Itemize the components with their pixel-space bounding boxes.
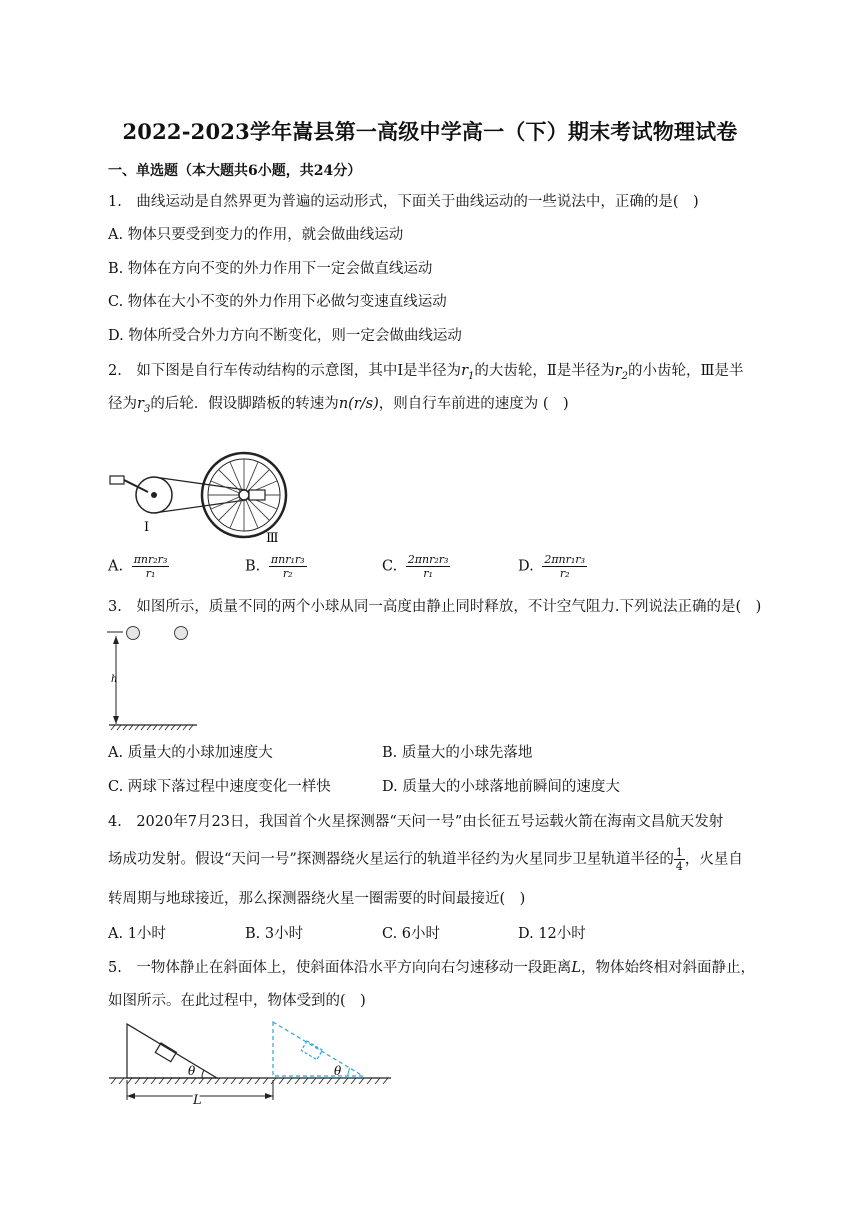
q1-option-c: C. 物体在大小不变的外力作用下必做匀变速直线运动 <box>108 294 447 310</box>
q3-option-c: C. 两球下落过程中速度变化一样快 <box>108 779 331 795</box>
q4-option-d: D. 12小时 <box>518 926 586 942</box>
bicycle-drive-figure <box>106 450 306 545</box>
q2-stem-part: 的大齿轮，Ⅱ是半径为 <box>474 363 615 379</box>
q3-option-d: D. 质量大的小球落地前瞬间的速度大 <box>382 779 620 795</box>
q4-stem-line2 <box>108 846 743 873</box>
q3-stem: 3. 如图所示，质量不同的两个小球从同一高度由静止同时释放，不计空气阻力.下列说法正确的是( ) <box>108 599 762 615</box>
q4-stem-line3: 转周期与地球接近，那么探测器绕火星一圈需要的时间最接近( ) <box>108 891 526 907</box>
q5-stem-line1 <box>108 958 755 978</box>
q4-option-c: C. 6小时 <box>382 926 441 942</box>
q1-option-d: D. 物体所受合外力方向不断变化，则一定会做曲线运动 <box>108 328 462 344</box>
q2-option-c: C. $\frac{\text{2πnr₂r₃}}{\text{r₁}}$ <box>382 553 449 580</box>
r1-symbol: $r_1$ <box>461 363 475 382</box>
q5-stem-part: ，物体始终相对斜面静止， <box>580 960 755 976</box>
q1-stem: 1. 曲线运动是自然界更为普遍的运动形式，下面关于曲线运动的一些说法中，正确的是( ) <box>108 194 699 210</box>
height-label: h <box>111 674 118 685</box>
q3-option-b: B. 质量大的小球先落地 <box>382 745 533 761</box>
q2-stem-part: 2. 如下图是自行车传动结构的示意图，其中Ⅰ是半径为 <box>108 363 462 379</box>
angle-label-solid: θ <box>188 1064 196 1078</box>
q2-option-d: D. $\frac{\text{2πnr₁r₃}}{\text{r₂}}$ <box>518 553 585 580</box>
q4-stem-line1: 4. 2020年7月23日，我国首个火星探测器“天问一号”由长征五号运载火箭在海南文昌航天发射 <box>108 814 724 830</box>
wheel-label-3: Ⅲ <box>266 531 279 545</box>
q2-option-b: B. $\frac{\text{πnr₁r₃}}{\text{r₂}}$ <box>245 553 305 580</box>
falling-balls-figure <box>105 622 200 732</box>
q1-option-b: B. 物体在方向不变的外力作用下一定会做直线运动 <box>108 261 433 277</box>
angle-label-dashed: θ <box>334 1064 342 1078</box>
incline-figure <box>105 1018 395 1108</box>
q4-option-b: B. 3小时 <box>245 926 304 942</box>
speed-expression: n(r/s) <box>338 396 379 412</box>
q2-stem-part: 的后轮．假设脚踏板的转速为 <box>150 396 339 412</box>
q5-stem-part: 5. 一物体静止在斜面体上，使斜面体沿水平方向向右匀速移动一段距离 <box>108 960 572 976</box>
q1-option-a: A. 物体只要受到变力的作用，就会做曲线运动 <box>108 227 404 243</box>
q2-stem-part: 径为 <box>108 396 137 412</box>
q5-stem-line2: 如图所示。在此过程中，物体受到的( ) <box>108 993 366 1009</box>
r2-symbol: $r_2$ <box>614 363 629 382</box>
q4-stem-part: ，火星自 <box>684 851 743 868</box>
q2-stem-part: 的小齿轮，Ⅲ是半 <box>628 363 744 379</box>
gear-label-1: Ⅰ <box>144 520 150 535</box>
q2-stem-line1 <box>108 361 744 387</box>
q3-option-a: A. 质量大的小球加速度大 <box>108 745 273 761</box>
page-title: 2022-2023学年嵩县第一高级中学高一（下）期末考试物理试卷 <box>122 119 738 144</box>
one-quarter-fraction: $\frac{1}{4}$ <box>675 846 683 873</box>
distance-symbol: L <box>571 960 581 976</box>
q4-stem-part: 场成功发射。假设“天问一号”探测器绕火星运行的轨道半径约为火星同步卫星轨道半径的 <box>108 851 674 868</box>
q2-stem-part: ，则自行车前进的速度为 ( ) <box>378 396 569 412</box>
r3-symbol: $r_3$ <box>137 396 151 415</box>
distance-label: L <box>193 1093 202 1108</box>
section-heading: 一、单选题（本大题共6小题，共24分） <box>108 163 362 179</box>
q2-stem-line2 <box>108 394 569 420</box>
q2-option-a: A. $\frac{\text{πnr₂r₃}}{\text{r₁}}$ <box>108 553 168 580</box>
q4-option-a: A. 1小时 <box>108 926 166 942</box>
